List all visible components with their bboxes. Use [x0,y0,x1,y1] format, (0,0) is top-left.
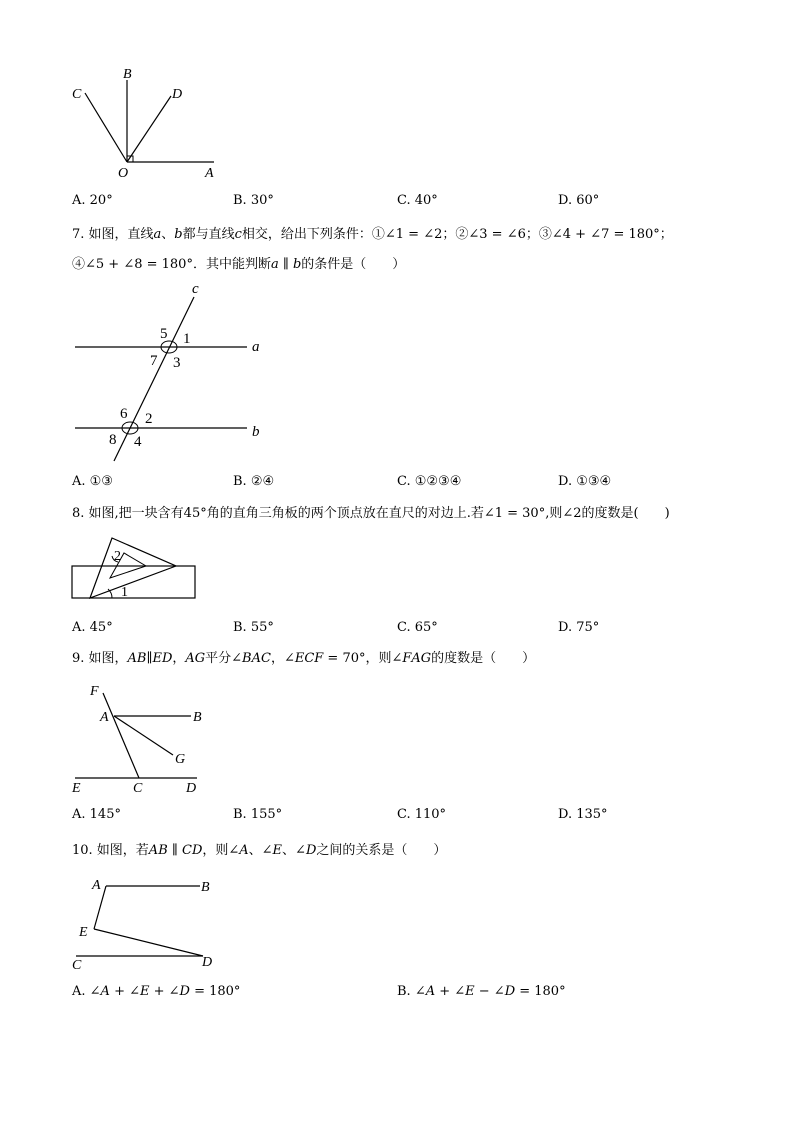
q9-option-b[interactable]: B. 155° [233,807,283,822]
label-a: A [100,710,109,725]
label-d: D [202,955,213,970]
q8-option-d[interactable]: D. 75° [558,620,600,635]
angle-1: 1 [183,331,191,347]
q10-option-a[interactable]: A. ∠𝐴 + ∠𝐸 + ∠𝐷 = 180° [72,984,241,999]
label-a-line: a [252,339,260,355]
angle-1-label: 1 [121,585,128,600]
label-c-line: c [192,281,199,297]
angle-2: 2 [145,411,153,427]
angle-4: 4 [134,434,142,450]
q7-stem-line1: 7. 如图，直线𝑎、𝑏都与直线𝑐相交，给出下列条件：①∠1 = ∠2；②∠3 = ∠6；③∠4 + ∠7 = 180°； [72,227,673,242]
q9-option-d[interactable]: D. 135° [558,807,608,822]
q6-option-d[interactable]: D. 60° [558,193,600,208]
q7-option-c[interactable]: C. ①②③④ [397,474,462,489]
label-d: D [186,781,197,796]
q8-option-b[interactable]: B. 55° [233,620,274,635]
angle-5: 5 [160,326,168,342]
label-c: C [72,87,82,102]
angle-7: 7 [150,353,158,369]
label-d: D [172,87,183,102]
q8-option-a[interactable]: A. 45° [72,620,113,635]
label-b: B [123,67,132,82]
q7-option-d[interactable]: D. ①③④ [558,474,612,489]
q7-option-b[interactable]: B. ②④ [233,474,275,489]
label-o: O [118,166,129,181]
angle-2-label: 2 [114,549,121,564]
q9-option-a[interactable]: A. 145° [72,807,121,822]
q9-option-c[interactable]: C. 110° [397,807,447,822]
q7-stem-line2: ④∠5 + ∠8 = 180°．其中能判断𝑎 ∥ 𝑏的条件是（ ） [72,257,406,272]
angle-8: 8 [109,432,117,448]
label-f: F [90,684,99,699]
q6-option-b[interactable]: B. 30° [233,193,274,208]
label-b: B [193,710,202,725]
label-c: C [133,781,143,796]
angle-3: 3 [173,355,181,371]
angle-6: 6 [120,406,128,422]
label-b-line: b [252,424,260,440]
label-c: C [72,958,82,973]
label-a: A [92,878,101,893]
q8-stem: 8. 如图,把一块含有45°角的直角三角板的两个顶点放在直尺的对边上.若∠1 = 30°,则∠2的度数是( ) [72,506,670,521]
label-g: G [175,752,186,767]
q8-option-c[interactable]: C. 65° [397,620,438,635]
line-ed [94,929,203,956]
q10-option-b[interactable]: B. ∠𝐴 + ∠𝐸 − ∠𝐷 = 180° [397,984,566,999]
q6-option-c[interactable]: C. 40° [397,193,438,208]
q7-option-a[interactable]: A. ①③ [72,474,113,489]
label-a: A [205,166,214,181]
q6-option-a[interactable]: A. 20° [72,193,113,208]
q9-stem: 9. 如图，𝐴𝐵∥𝐸𝐷，𝐴𝐺平分∠𝐵𝐴𝐶，∠𝐸𝐶𝐹 = 70°，则∠𝐹𝐴𝐺的度数是（ ） [72,651,536,666]
q10-stem: 10. 如图，若𝐴𝐵 ∥ 𝐶𝐷，则∠𝐴、∠𝐸、∠𝐷之间的关系是（ ） [72,843,447,858]
label-e: E [72,781,81,796]
label-e: E [79,925,88,940]
label-b: B [201,880,210,895]
